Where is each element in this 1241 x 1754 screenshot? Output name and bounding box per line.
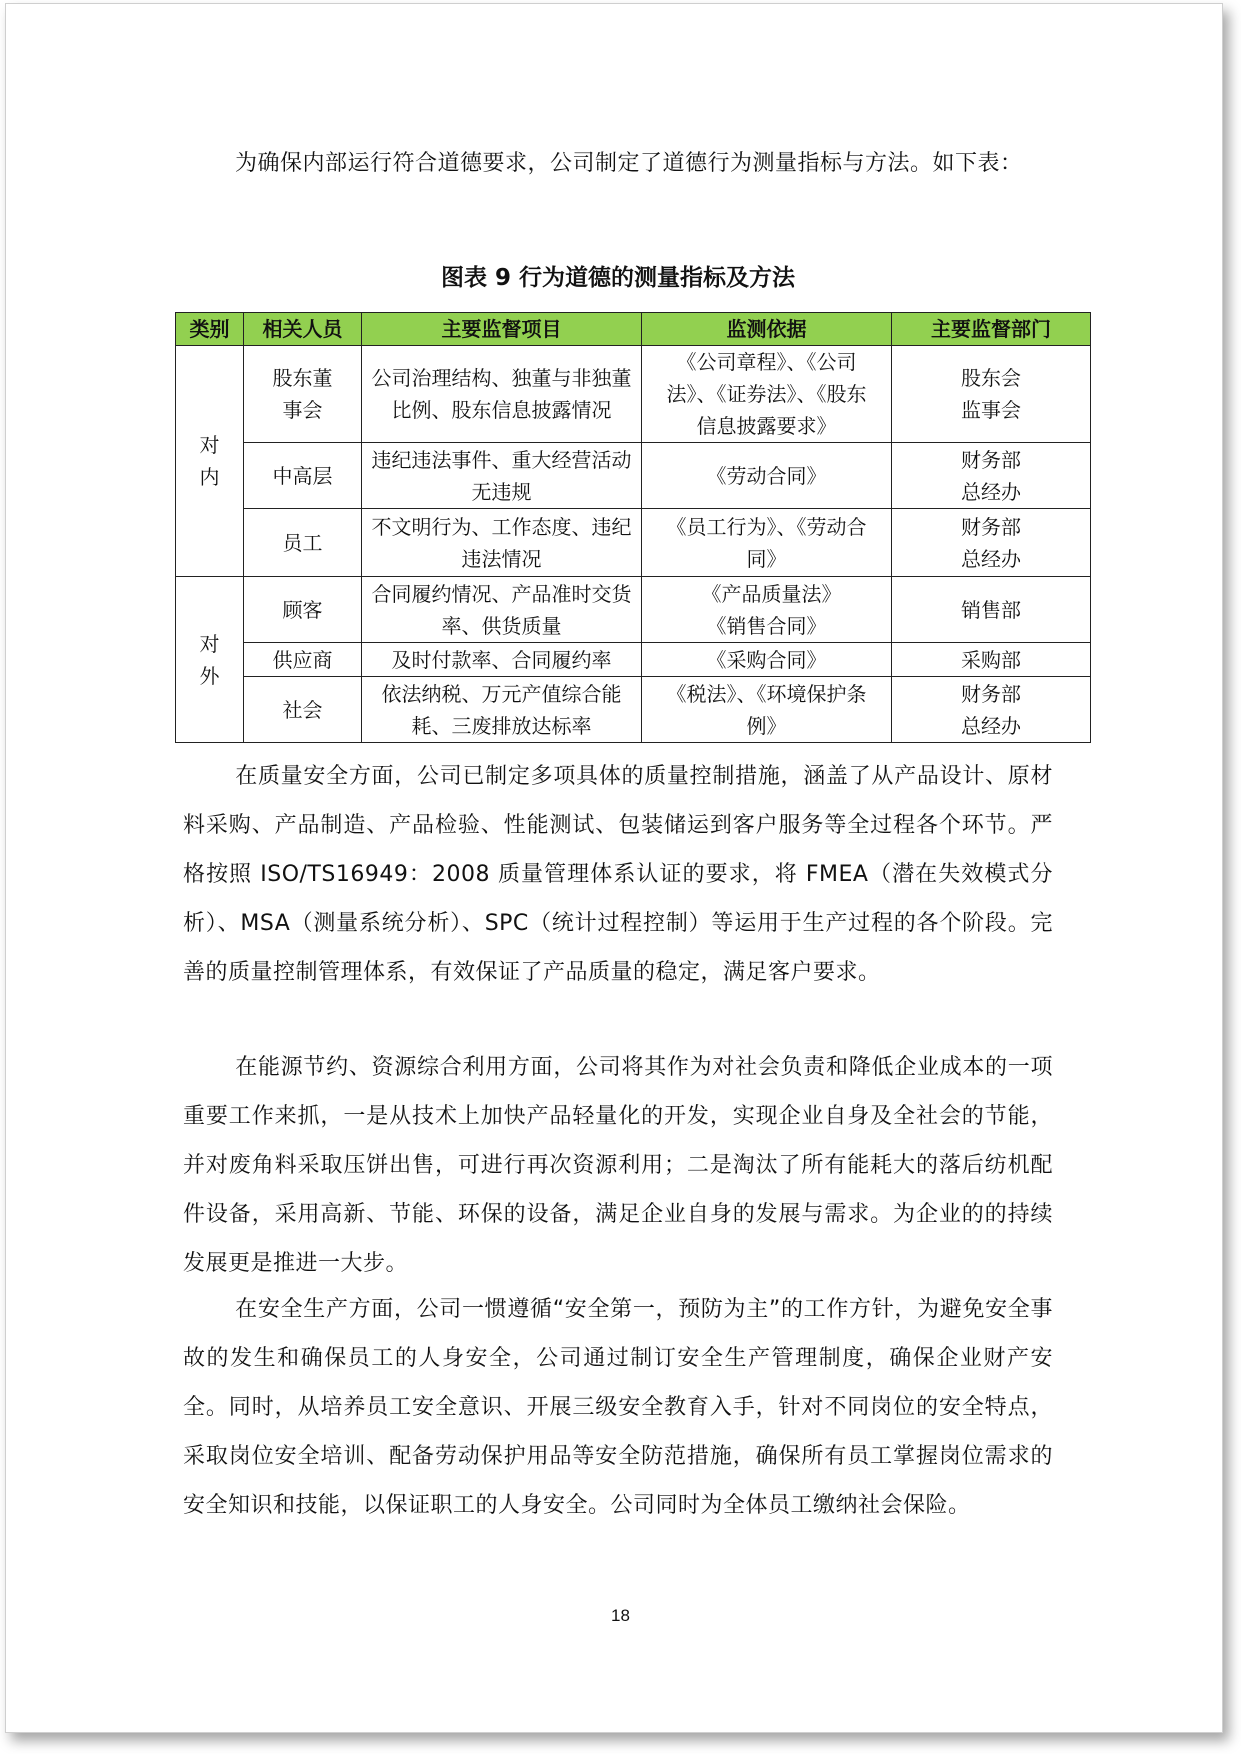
item-cell: 及时付款率、合同履约率 — [362, 643, 642, 677]
category-cell: 对内 — [176, 346, 244, 577]
item-cell: 公司治理结构、独董与非独董比例、股东信息披露情况 — [362, 346, 642, 443]
basis-cell: 《公司章程》、《公司法》、《证券法》、《股东信息披露要求》 — [642, 346, 892, 443]
dept-cell: 销售部 — [892, 577, 1091, 643]
production-safety-paragraph: 在安全生产方面，公司一惯遵循“安全第一，预防为主”的工作方针，为避免安全事故的发生和确保员工的人身安全，公司通过制订安全生产管理制度，确保企业财产安全。同时，从培养员工安全意识、开展三级安全教育入手，针对不同岗位的安全特点，采取岗位安全培训、配备劳动保护用品等安全防范措施，确保所有员工掌握岗位需求的安全知识和技能，以保证职工的人身安全。公司同时为全体员工缴纳社会保险。 — [183, 1297, 1053, 1518]
dept-cell: 采购部 — [892, 643, 1091, 677]
person-cell: 社会 — [244, 677, 362, 743]
basis-cell: 《税法》、《环境保护条例》 — [642, 677, 892, 743]
energy-saving-paragraph: 在能源节约、资源综合利用方面，公司将其作为对社会负责和降低企业成本的一项重要工作来抓，一是从技术上加快产品轻量化的开发，实现企业自身及全社会的节能，并对废角料采取压饼出售，可进行再次资源利用；二是淘汰了所有能耗大的落后纺机配件设备，采用高新、节能、环保的设备，满足企业自身的发展与需求。为企业的的持续发展更是推进一大步。 — [183, 1055, 1053, 1276]
table-row — [176, 346, 1091, 443]
dept-cell: 财务部总经办 — [892, 509, 1091, 577]
table-row — [176, 443, 1091, 509]
table-row — [176, 643, 1091, 677]
table-caption: 图表 9 行为道德的测量指标及方法 — [440, 265, 796, 291]
basis-cell: 《劳动合同》 — [642, 443, 892, 509]
table-header-row — [176, 313, 1091, 346]
person-cell: 中高层 — [244, 443, 362, 509]
page-number: 18 — [611, 1606, 630, 1625]
item-cell: 违纪违法事件、重大经营活动无违规 — [362, 443, 642, 509]
table-row — [176, 577, 1091, 643]
header-item: 主要监督项目 — [362, 313, 642, 346]
basis-cell: 《产品质量法》《销售合同》 — [642, 577, 892, 643]
table-row — [176, 509, 1091, 577]
header-dept: 主要监督部门 — [892, 313, 1091, 346]
person-cell: 顾客 — [244, 577, 362, 643]
basis-cell: 《员工行为》、《劳动合同》 — [642, 509, 892, 577]
category-cell: 对外 — [176, 577, 244, 743]
dept-cell: 财务部总经办 — [892, 443, 1091, 509]
dept-cell: 股东会监事会 — [892, 346, 1091, 443]
intro-paragraph: 为确保内部运行符合道德要求，公司制定了道德行为测量指标与方法。如下表： — [235, 151, 1023, 176]
header-category: 类别 — [176, 313, 244, 346]
ethics-measurement-table — [175, 312, 1091, 743]
person-cell: 股东董事会 — [244, 346, 362, 443]
item-cell: 依法纳税、万元产值综合能耗、三废排放达标率 — [362, 677, 642, 743]
person-cell: 员工 — [244, 509, 362, 577]
item-cell: 合同履约情况、产品准时交货率、供货质量 — [362, 577, 642, 643]
dept-cell: 财务部总经办 — [892, 677, 1091, 743]
header-basis: 监测依据 — [642, 313, 892, 346]
table-row — [176, 677, 1091, 743]
person-cell: 供应商 — [244, 643, 362, 677]
quality-safety-paragraph: 在质量安全方面，公司已制定多项具体的质量控制措施，涵盖了从产品设计、原材料采购、产品制造、产品检验、性能测试、包装储运到客户服务等全过程各个环节。严格按照 ISO/TS16949：2008 质量管理体系认证的要求，将 FMEA（潜在失效模式分析）、MSA（测量系统分析）、SPC（统计过程控制）等运用于生产过程的各个阶段。完善的质量控制管理体系，有效保证了产品质量的稳定，满足客户要求。 — [183, 764, 1053, 985]
header-person: 相关人员 — [244, 313, 362, 346]
item-cell: 不文明行为、工作态度、违纪违法情况 — [362, 509, 642, 577]
basis-cell: 《采购合同》 — [642, 643, 892, 677]
